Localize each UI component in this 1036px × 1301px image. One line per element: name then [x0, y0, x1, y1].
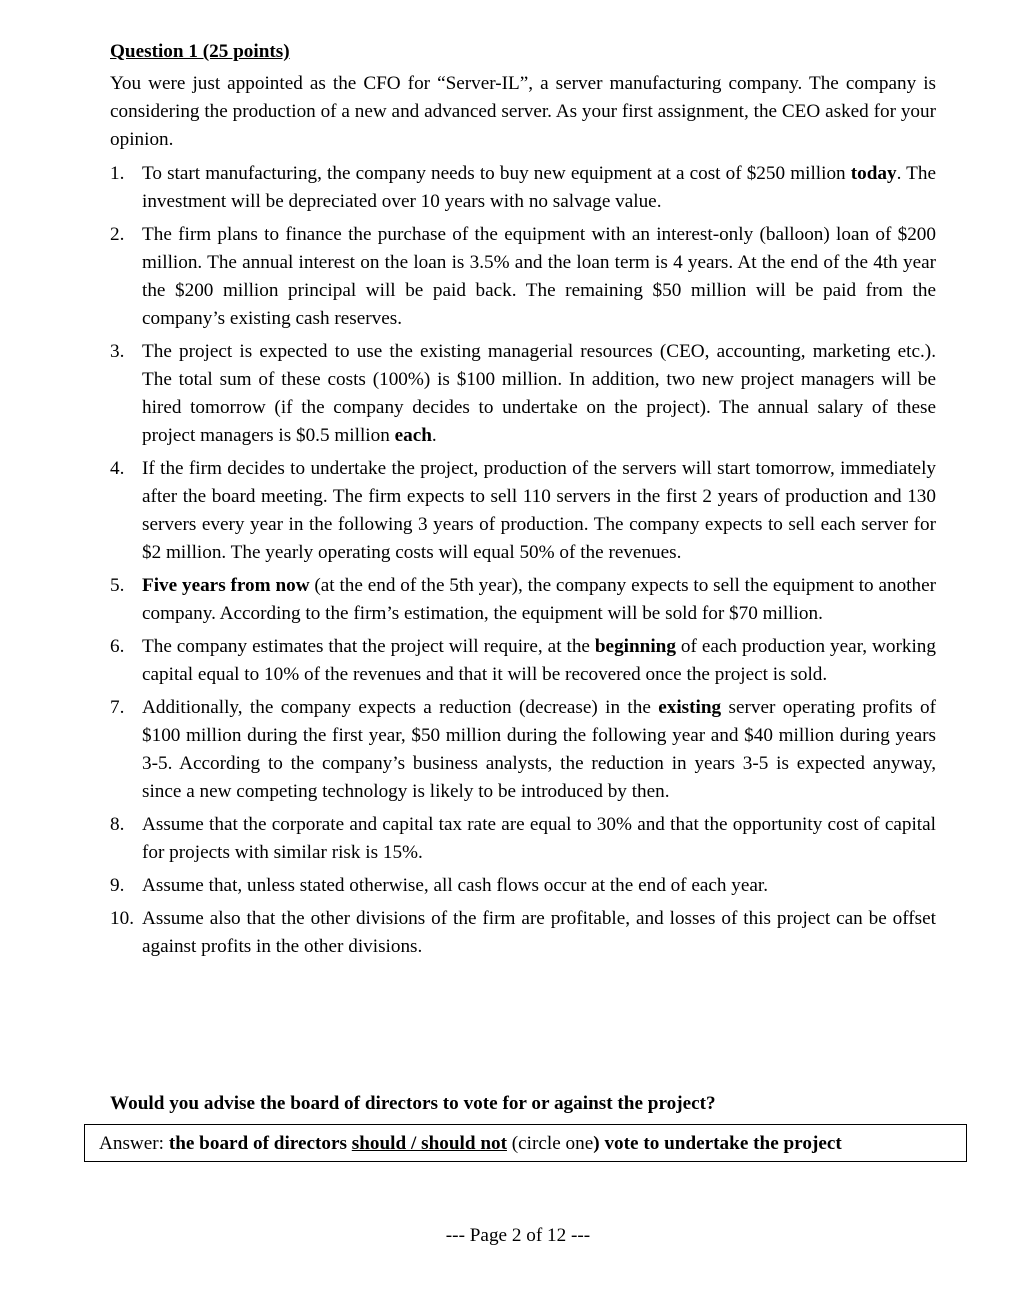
list-item: 8. Assume that the corporate and capital tax rate are equal to 30% and that the opportunity cost of capital for projects with similar risk is 15%. — [110, 811, 936, 867]
assumption-list — [110, 160, 936, 961]
item-number: 9. — [110, 875, 125, 896]
list-item: 1. To start manufacturing, the company needs to buy new equipment at a cost of $250 million today. The investment will be depreciated over 10 years with no salvage value. — [110, 160, 936, 216]
item-number: 3. — [110, 341, 125, 362]
intro-paragraph: You were just appointed as the CFO for “Server-IL”, a server manufacturing company. The company is considering the production of a new and advanced server. As your first assignment, the CEO asked for your opinion. — [110, 73, 936, 150]
answer-box[interactable] — [84, 1124, 967, 1162]
item-number: 4. — [110, 458, 125, 479]
answer-choice[interactable]: should / should not — [351, 1133, 507, 1154]
item-number: 6. — [110, 636, 125, 657]
item-number: 5. — [110, 575, 125, 596]
item-number: 8. — [110, 814, 125, 835]
document-page — [110, 38, 936, 966]
answer-label: Answer: — [99, 1133, 169, 1154]
item-number: 7. — [110, 697, 125, 718]
board-question: Would you advise the board of directors to vote for or against the project? — [110, 1093, 716, 1114]
answer-instruction: (circle one — [506, 1133, 594, 1154]
list-item: 10. Assume also that the other divisions of the firm are profitable, and losses of this project can be offset against profits in the other divisions. — [110, 905, 936, 961]
question-title: Question 1 (25 points) — [110, 41, 290, 62]
list-item: 3. The project is expected to use the existing managerial resources (CEO, accounting, marketing etc.). The total sum of these costs (100%) is $100 million. In addition, two new project managers will be hired tomorrow (if the company decides to undertake on the project). The annual salary of these project managers is $0.5 million each. — [110, 338, 936, 450]
list-item: 5. Five years from now (at the end of the 5th year), the company expects to sell the equipment to another company. According to the firm’s estimation, the equipment will be sold for $70 million. — [110, 572, 936, 628]
list-item: 4. If the firm decides to undertake the project, production of the servers will start tomorrow, immediately after the board meeting. The firm expects to sell 110 servers in the first 2 years of production and 130 servers every year in the following 3 years of production. The company expects to sell each server for $2 million. The yearly operating costs will equal 50% of the revenues. — [110, 455, 936, 567]
list-item: 7. Additionally, the company expects a reduction (decrease) in the existing server operating profits of $100 million during the first year, $50 million during the following year and $40 million during years 3-5. According to the company’s business analysts, the reduction in years 3-5 is expected anyway, since a new competing technology is likely to be introduced by then. — [110, 694, 936, 806]
page-footer: --- Page 2 of 12 --- — [445, 1225, 591, 1246]
item-number: 10. — [110, 908, 134, 929]
item-number: 2. — [110, 224, 125, 245]
answer-text-start: the board of directors — [168, 1133, 352, 1154]
list-item: 2. The firm plans to finance the purchase of the equipment with an interest-only (balloon) loan of $200 million. The annual interest on the loan is 3.5% and the loan term is 4 years. At the end of the 4th year the $200 million principal will be paid back. The remaining $50 million will be paid from the company’s existing cash reserves. — [110, 221, 936, 333]
item-number: 1. — [110, 163, 125, 184]
list-item: 9. Assume that, unless stated otherwise, all cash flows occur at the end of each year. — [110, 872, 936, 900]
answer-text-end: ) vote to undertake the project — [593, 1133, 842, 1154]
list-item: 6. The company estimates that the project will require, at the beginning of each production year, working capital equal to 10% of the revenues and that it will be recovered once the project is sold. — [110, 633, 936, 689]
